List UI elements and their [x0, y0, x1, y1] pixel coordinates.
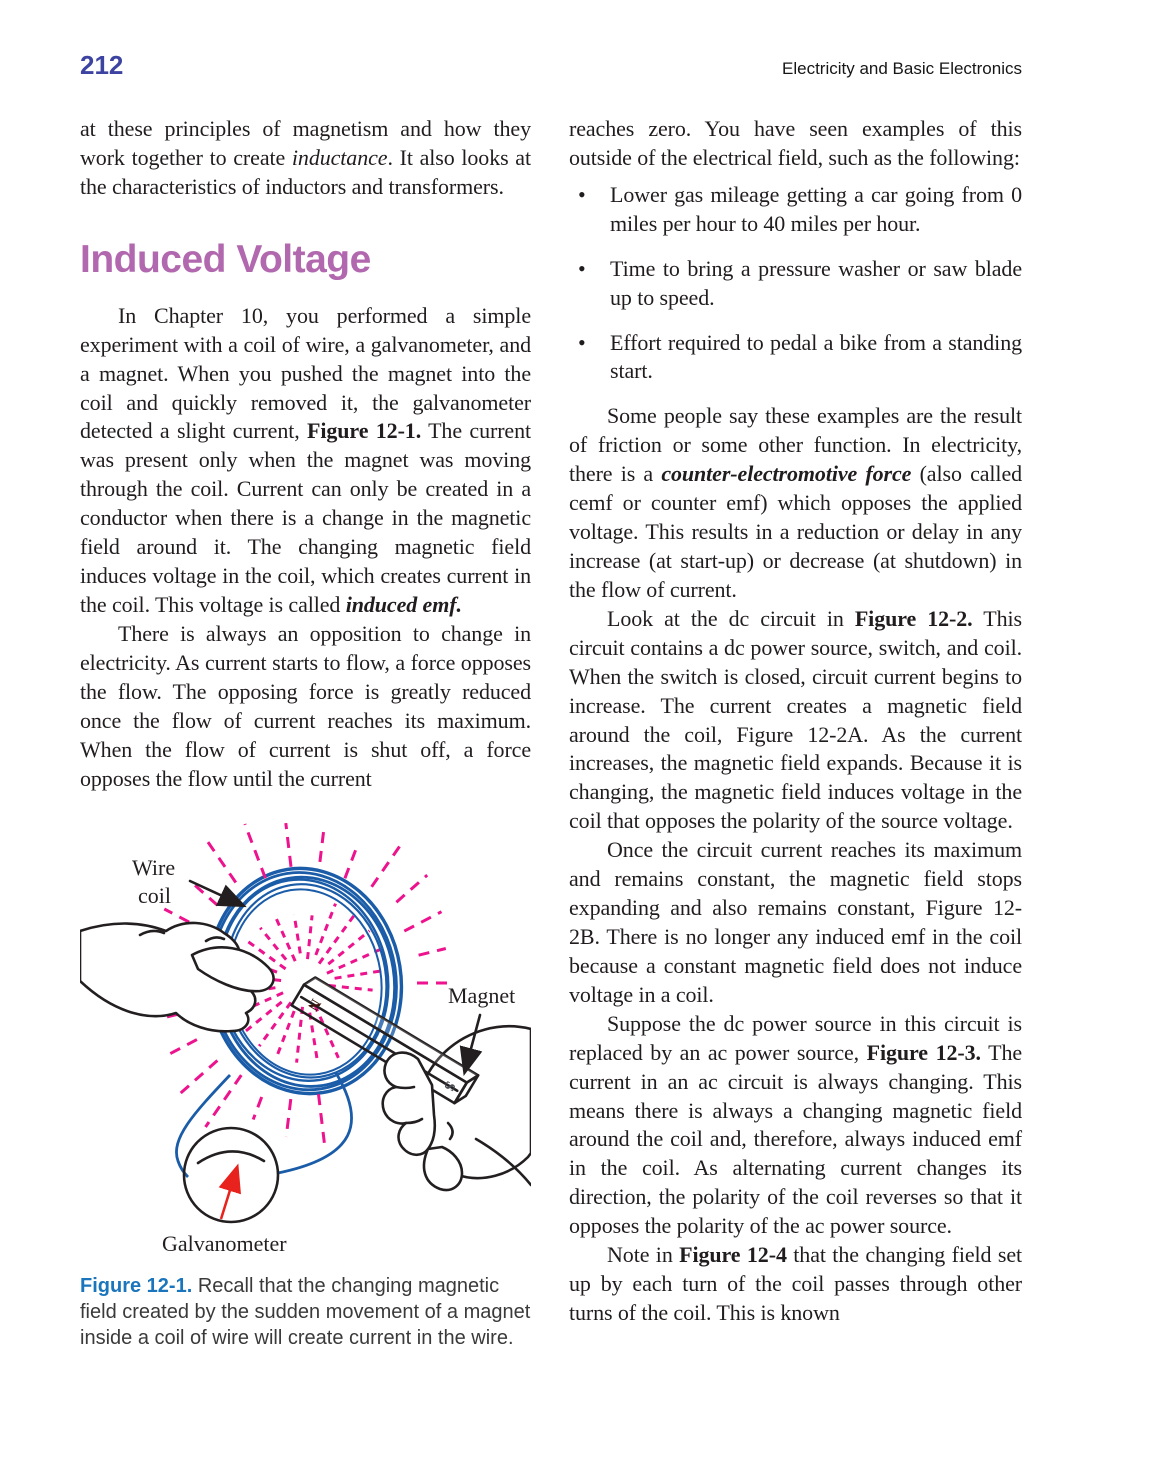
field-ray	[286, 824, 291, 868]
field-ray	[335, 971, 385, 979]
field-ray	[320, 833, 324, 863]
field-ray	[181, 1061, 218, 1094]
figure-illustration	[80, 823, 531, 1265]
galvanometer-needle	[221, 1171, 236, 1219]
magnet-north-pole-label: N	[304, 996, 324, 1014]
bullet-glyph: •	[578, 181, 586, 207]
bullet-item	[569, 181, 1022, 239]
field-ray	[396, 876, 427, 903]
paragraph: Once the circuit current reaches its maximum and remains constant, the magnetic field stops expanding and also remains constant, Figure 12-2B. There is no longer any induced emf in the coil because a constant magnetic field does not induce voltage in a coil.	[569, 837, 1022, 1007]
field-ray	[327, 950, 380, 974]
left-body-paragraphs	[80, 302, 531, 794]
paragraph: There is always an opposition to change in electricity. As current starts to flow, a force opposes the flow. The opposing force is greatly reduced once the flow of current reaches its maximum. When the flow of current is shut off, a force opposes the flow until the current	[80, 620, 531, 791]
field-ray	[404, 912, 441, 931]
bullet-list	[569, 181, 1022, 387]
page-number: 212	[80, 50, 124, 80]
bullet-glyph: •	[578, 329, 586, 355]
wire-coil-label-line2: coil	[138, 883, 171, 909]
field-ray	[345, 850, 356, 879]
right-intro-paragraphs	[569, 115, 1022, 173]
right-column	[569, 115, 1022, 1351]
field-ray	[294, 915, 300, 954]
field-ray	[419, 949, 446, 956]
paragraph: Suppose the dc power source in this circuit is replaced by an ac power source, Figure 12-3. The current in an ac circuit is always changing. This means there is always a changing magnetic field around the coil and, therefore, always induced emf in the coil. As alternating current changes its direction, the polarity of the coil reverses so that it opposes the polarity of the ac power source.	[569, 1010, 1023, 1239]
bullet-glyph: •	[578, 255, 586, 281]
page-header	[80, 50, 1022, 81]
bullet-item	[569, 255, 1022, 313]
galvanometer-label: Galvanometer	[162, 1231, 287, 1257]
field-ray	[259, 1003, 291, 1047]
figure-caption-text: Recall that the changing magnetic field created by the sudden movement of a magnet inside a coil of wire will create current in the wire.	[80, 1275, 531, 1349]
galvanometer	[184, 1128, 278, 1222]
magnet-label: Magnet	[448, 983, 516, 1009]
field-ray	[253, 1097, 262, 1120]
bullet-text: Lower gas mileage getting a car going from 0 miles per hour to 40 miles per hour.	[610, 181, 1022, 236]
left-hand	[80, 923, 274, 1031]
paragraph: In Chapter 10, you performed a simple experiment with a coil of wire, a galvanometer, and a magnet. When you pushed the magnet into the coil and quickly removed it, the galvanometer detected a slight current, Figure 12-1. The current was present only when the magnet was moving through the coil. Current can only be created in a conductor when there is a change in the magnetic field around it. The changing magnetic field induces voltage in the coil, which creates current in the coil. This voltage is called induced emf.	[80, 302, 531, 617]
two-column-layout	[80, 115, 1022, 1351]
paragraph: reaches zero. You have seen examples of this outside of the electrical field, such as the following:	[569, 116, 1022, 170]
figure-caption-label: Figure 12-1.	[80, 1275, 193, 1298]
field-ray	[308, 916, 313, 960]
field-ray	[372, 842, 403, 887]
field-ray	[166, 1040, 197, 1056]
field-ray	[286, 1100, 291, 1138]
field-ray	[277, 920, 296, 962]
wire-coil-leader-arrow	[190, 881, 242, 905]
field-ray	[245, 824, 266, 878]
field-ray	[328, 931, 369, 964]
figure-caption	[80, 1274, 531, 1351]
paragraph: Note in Figure 12-4 that the changing field set up by each turn of the coil passes through other turns of the coil. This is known	[569, 1242, 1022, 1325]
field-ray	[204, 836, 236, 883]
paragraph: at these principles of magnetism and how they work together to create inductance. It also looks at the characteristics of inductors and transformers.	[80, 116, 531, 199]
magnet-south-pole-label: S	[440, 1078, 459, 1095]
paragraph: Look at the dc circuit in Figure 12-2. This circuit contains a dc power source, switch, and coil. When the switch is closed, circuit current begins to increase. The current creates a magnetic field around the coil, Figure 12-2A. As the current increases, the magnetic field expands. Because it is changing, the magnetic field induces voltage in the coil that opposes the polarity of the source voltage.	[569, 605, 1023, 834]
left-column	[80, 115, 531, 1351]
right-body-paragraphs	[569, 402, 1022, 1328]
field-ray	[319, 1095, 325, 1147]
paragraph: Some people say these examples are the result of friction or some other function. In electricity, there is a counter-electromotive force (also called cemf or counter emf) which opposes the applied voltage. This results in a reduction or delay in any increase (at start-up) or decrease (at shutdown) in the flow of current.	[569, 403, 1023, 602]
field-ray	[297, 1007, 303, 1063]
field-ray	[319, 915, 354, 964]
bullet-item	[569, 329, 1022, 387]
figure-12-1	[80, 823, 531, 1270]
bullet-text: Time to bring a pressure washer or saw blade up to speed.	[610, 255, 1022, 310]
running-title: Electricity and Basic Electronics	[782, 59, 1022, 78]
wire-coil-label: Wire	[132, 855, 176, 881]
left-intro-paragraphs	[80, 115, 531, 202]
section-heading: Induced Voltage	[80, 237, 371, 281]
field-ray	[316, 904, 336, 955]
bullet-text: Effort required to pedal a bike from a standing start.	[610, 329, 1022, 384]
